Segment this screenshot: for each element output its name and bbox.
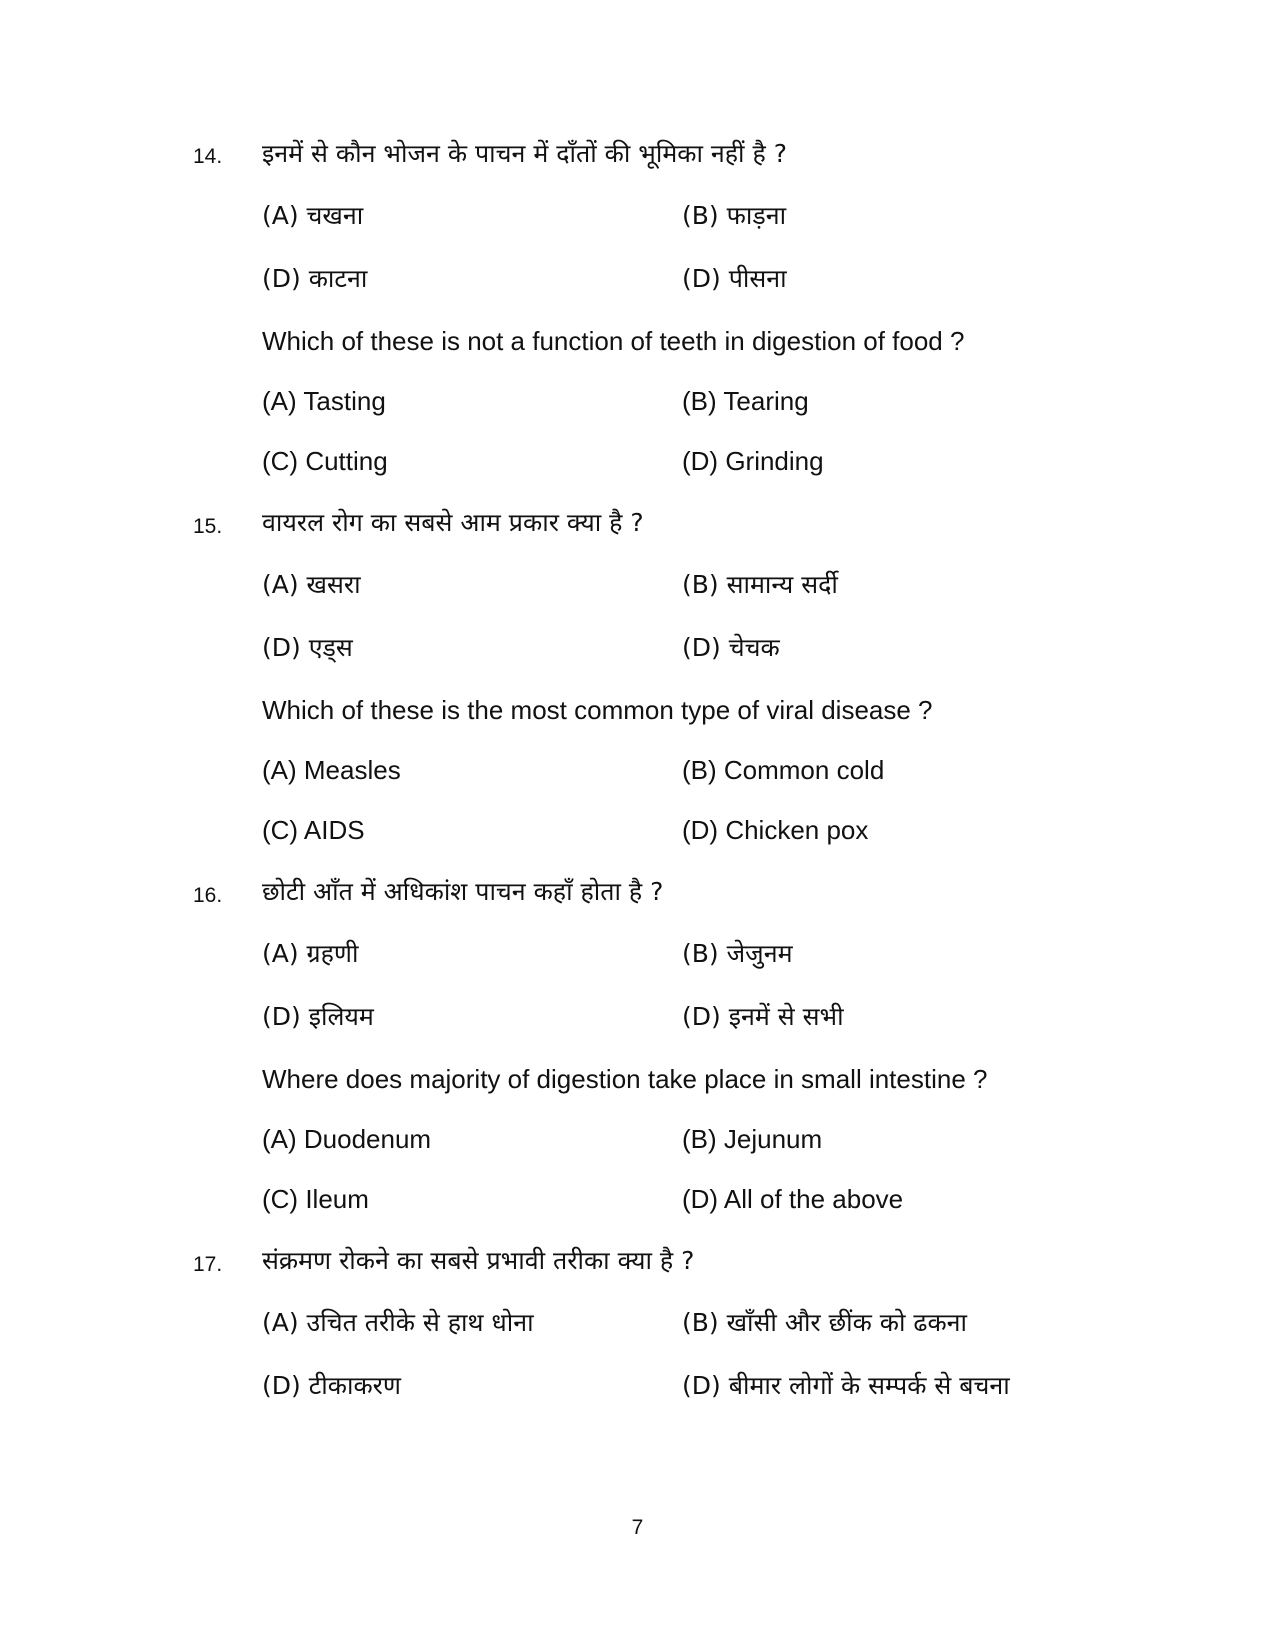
- hindi-option-d: (D) इनमें से सभी: [682, 1002, 844, 1031]
- hindi-option-b: (B) फाड़ना: [682, 201, 787, 230]
- question-number: 17.: [193, 1253, 223, 1276]
- question-number: 16.: [193, 884, 223, 907]
- hindi-option-c: (D) एड्स: [262, 633, 353, 662]
- hindi-option-a: (A) खसरा: [262, 570, 361, 599]
- english-option-d: (D) All of the above: [682, 1184, 904, 1214]
- question-number: 14.: [193, 145, 223, 168]
- english-option-b: (B) Common cold: [682, 755, 885, 785]
- hindi-question-text: छोटी आँत में अधिकांश पाचन कहाँ होता है ?: [262, 877, 664, 906]
- english-question-text: Which of these is not a function of teeth in digestion of food ?: [262, 326, 965, 356]
- english-option-c: (C) AIDS: [262, 815, 365, 845]
- hindi-option-d: (D) चेचक: [682, 633, 780, 662]
- english-question-text: Where does majority of digestion take place in small intestine ?: [262, 1064, 988, 1094]
- english-option-a: (A) Duodenum: [262, 1124, 432, 1154]
- english-option-a: (A) Measles: [262, 755, 401, 785]
- english-option-b: (B) Tearing: [682, 386, 809, 416]
- english-option-c: (C) Ileum: [262, 1184, 369, 1214]
- hindi-option-b: (B) सामान्य सर्दी: [682, 570, 838, 599]
- hindi-question-text: संक्रमण रोकने का सबसे प्रभावी तरीका क्या है ?: [262, 1246, 695, 1275]
- hindi-question-text: वायरल रोग का सबसे आम प्रकार क्या है ?: [262, 508, 644, 537]
- hindi-option-c: (D) इलियम: [262, 1002, 374, 1031]
- english-question-text: Which of these is the most common type of viral disease ?: [262, 695, 933, 725]
- hindi-question-text: इनमें से कौन भोजन के पाचन में दाँतों की भूमिका नहीं है ?: [262, 139, 787, 168]
- english-option-a: (A) Tasting: [262, 386, 386, 416]
- hindi-option-b: (B) जेजुनम: [682, 939, 793, 968]
- hindi-option-a: (A) उचित तरीके से हाथ धोना: [262, 1308, 534, 1337]
- english-option-d: (D) Chicken pox: [682, 815, 869, 845]
- english-option-d: (D) Grinding: [682, 446, 824, 476]
- hindi-option-a: (A) ग्रहणी: [262, 939, 359, 968]
- question-number: 15.: [193, 515, 223, 538]
- hindi-option-b: (B) खाँसी और छींक को ढकना: [682, 1308, 967, 1337]
- hindi-option-d: (D) बीमार लोगों के सम्पर्क से बचना: [682, 1371, 1010, 1400]
- page-number: 7: [631, 1516, 644, 1539]
- hindi-option-c: (D) काटना: [262, 264, 368, 293]
- english-option-c: (C) Cutting: [262, 446, 388, 476]
- hindi-option-a: (A) चखना: [262, 201, 364, 230]
- hindi-option-d: (D) पीसना: [682, 264, 787, 293]
- english-option-b: (B) Jejunum: [682, 1124, 823, 1154]
- hindi-option-c: (D) टीकाकरण: [262, 1371, 401, 1400]
